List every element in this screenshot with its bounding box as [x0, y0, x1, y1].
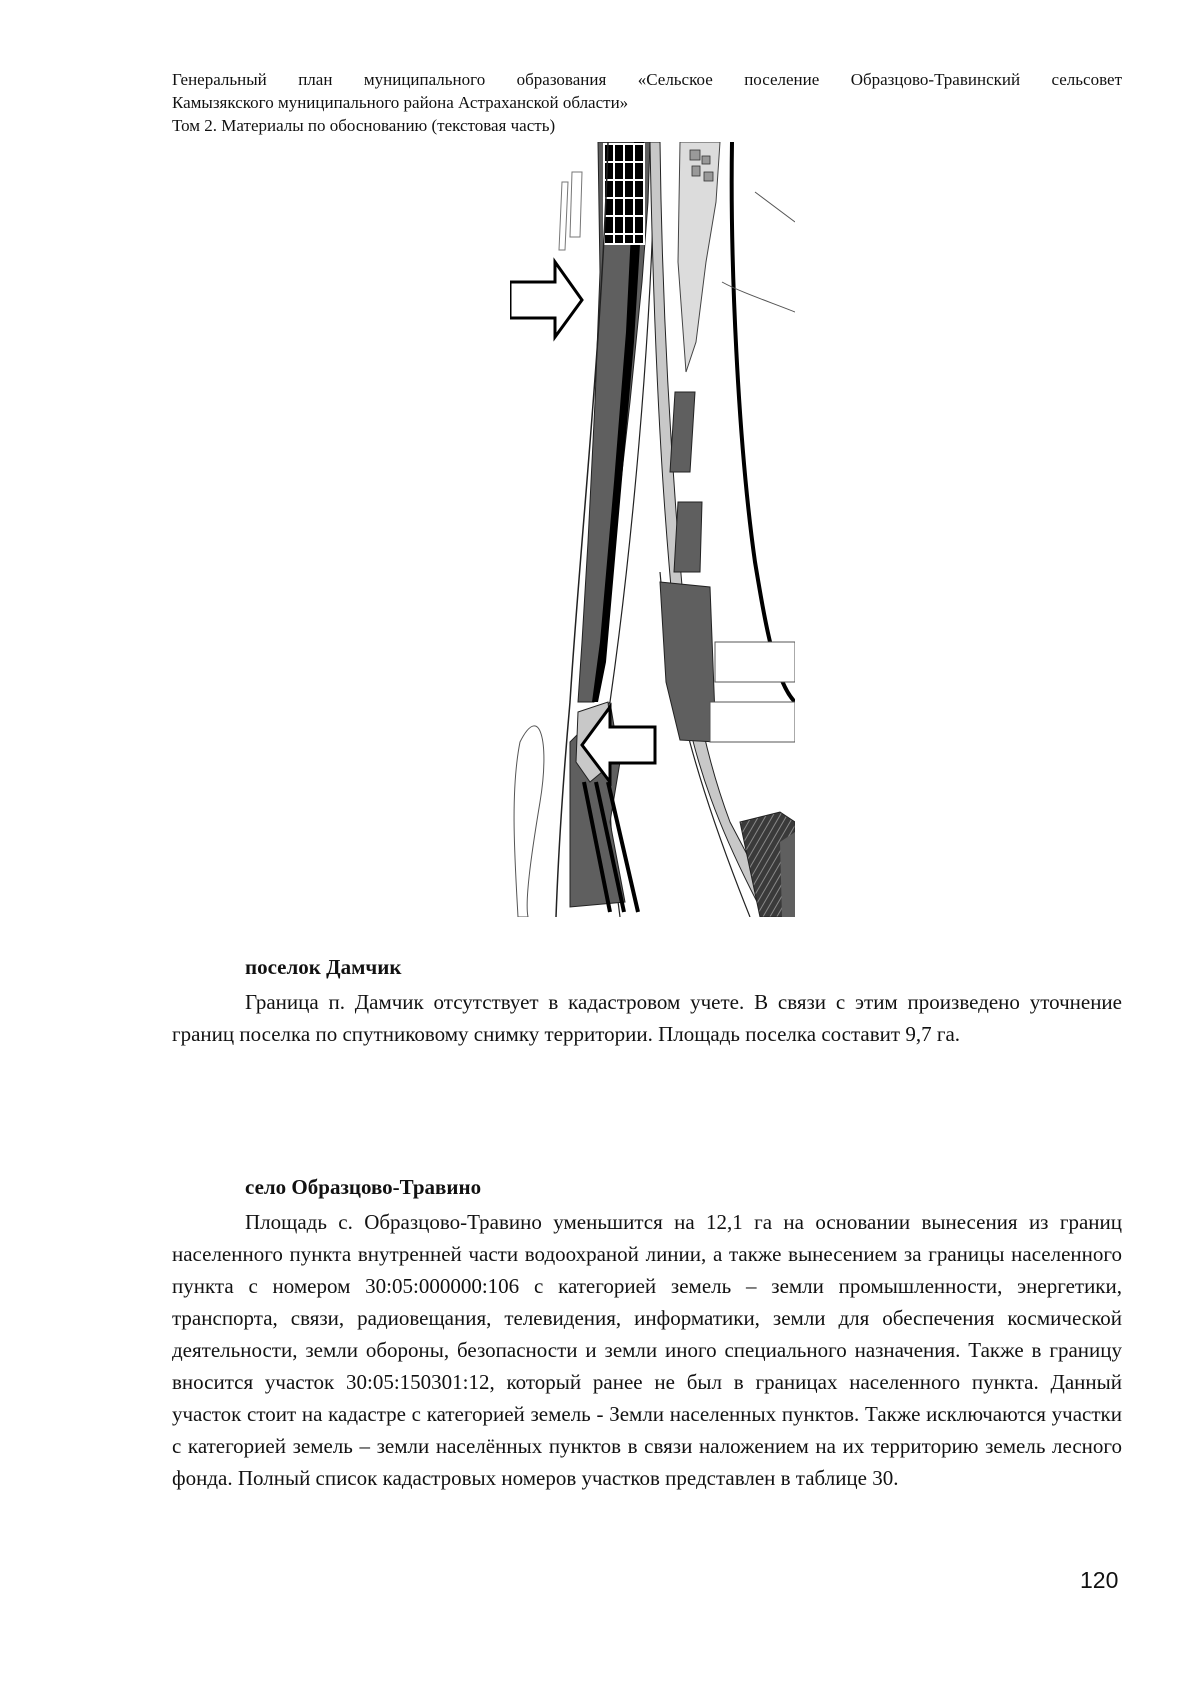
paragraph-damchik: Граница п. Дамчик отсутствует в кадастровом учете. В связи с этим произведено уточнение границ поселка по спутниковому снимку территории. Площадь поселка составит 9,7 га. — [172, 990, 1122, 1046]
paragraph-obraztsovo-travino: Площадь с. Образцово-Травино уменьшится на 12,1 га на основании вынесения из границ населенного пункта внутренней части водоохраной линии, а также вынесением за границы населенного пункта с номером 30:05:000000:106 с категорией земель – земли промышленности, энергетики, транспорта, связи, радиовещания, телевидения, информатики, земли для обеспечения космической деятельности, земли обороны, безопасности и земли иного специального назначения. Также в границу вносится участок 30:05:150301:12, который ранее не был в границах населенного пункта. Данный участок стоит на кадастре с категорией земель - Земли населенных пунктов. Также исключаются участки с категорией земель – земли населённых пунктов в связи наложением на их территорию земель лесного фонда. Полный список кадастровых номеров участков представлен в таблице 30. — [172, 1210, 1122, 1490]
header-line-2: Камызякского муниципального района Астраханской области» — [172, 93, 629, 112]
page-number: 120 — [1080, 1567, 1119, 1593]
map-figure — [510, 142, 795, 917]
section-title-damchik: поселок Дамчик — [245, 955, 402, 979]
map-grid-blocks — [604, 144, 644, 244]
map-dark-parcel — [780, 832, 795, 917]
map-outline-parcel — [715, 642, 795, 682]
section-title-obraztsovo-travino: село Образцово-Травино — [245, 1175, 482, 1199]
map-outline-shape — [570, 172, 582, 237]
header-line-1: Генеральный план муниципального образования «Сельское поселение Образцово-Травинский сельсовет — [172, 70, 1122, 89]
map-dark-parcel — [674, 502, 702, 572]
document-header — [172, 68, 1122, 137]
map-outline-parcel — [710, 702, 795, 742]
header-line-3: Том 2. Материалы по обоснованию (текстовая часть) — [172, 116, 556, 135]
map-dark-parcel — [670, 392, 695, 472]
